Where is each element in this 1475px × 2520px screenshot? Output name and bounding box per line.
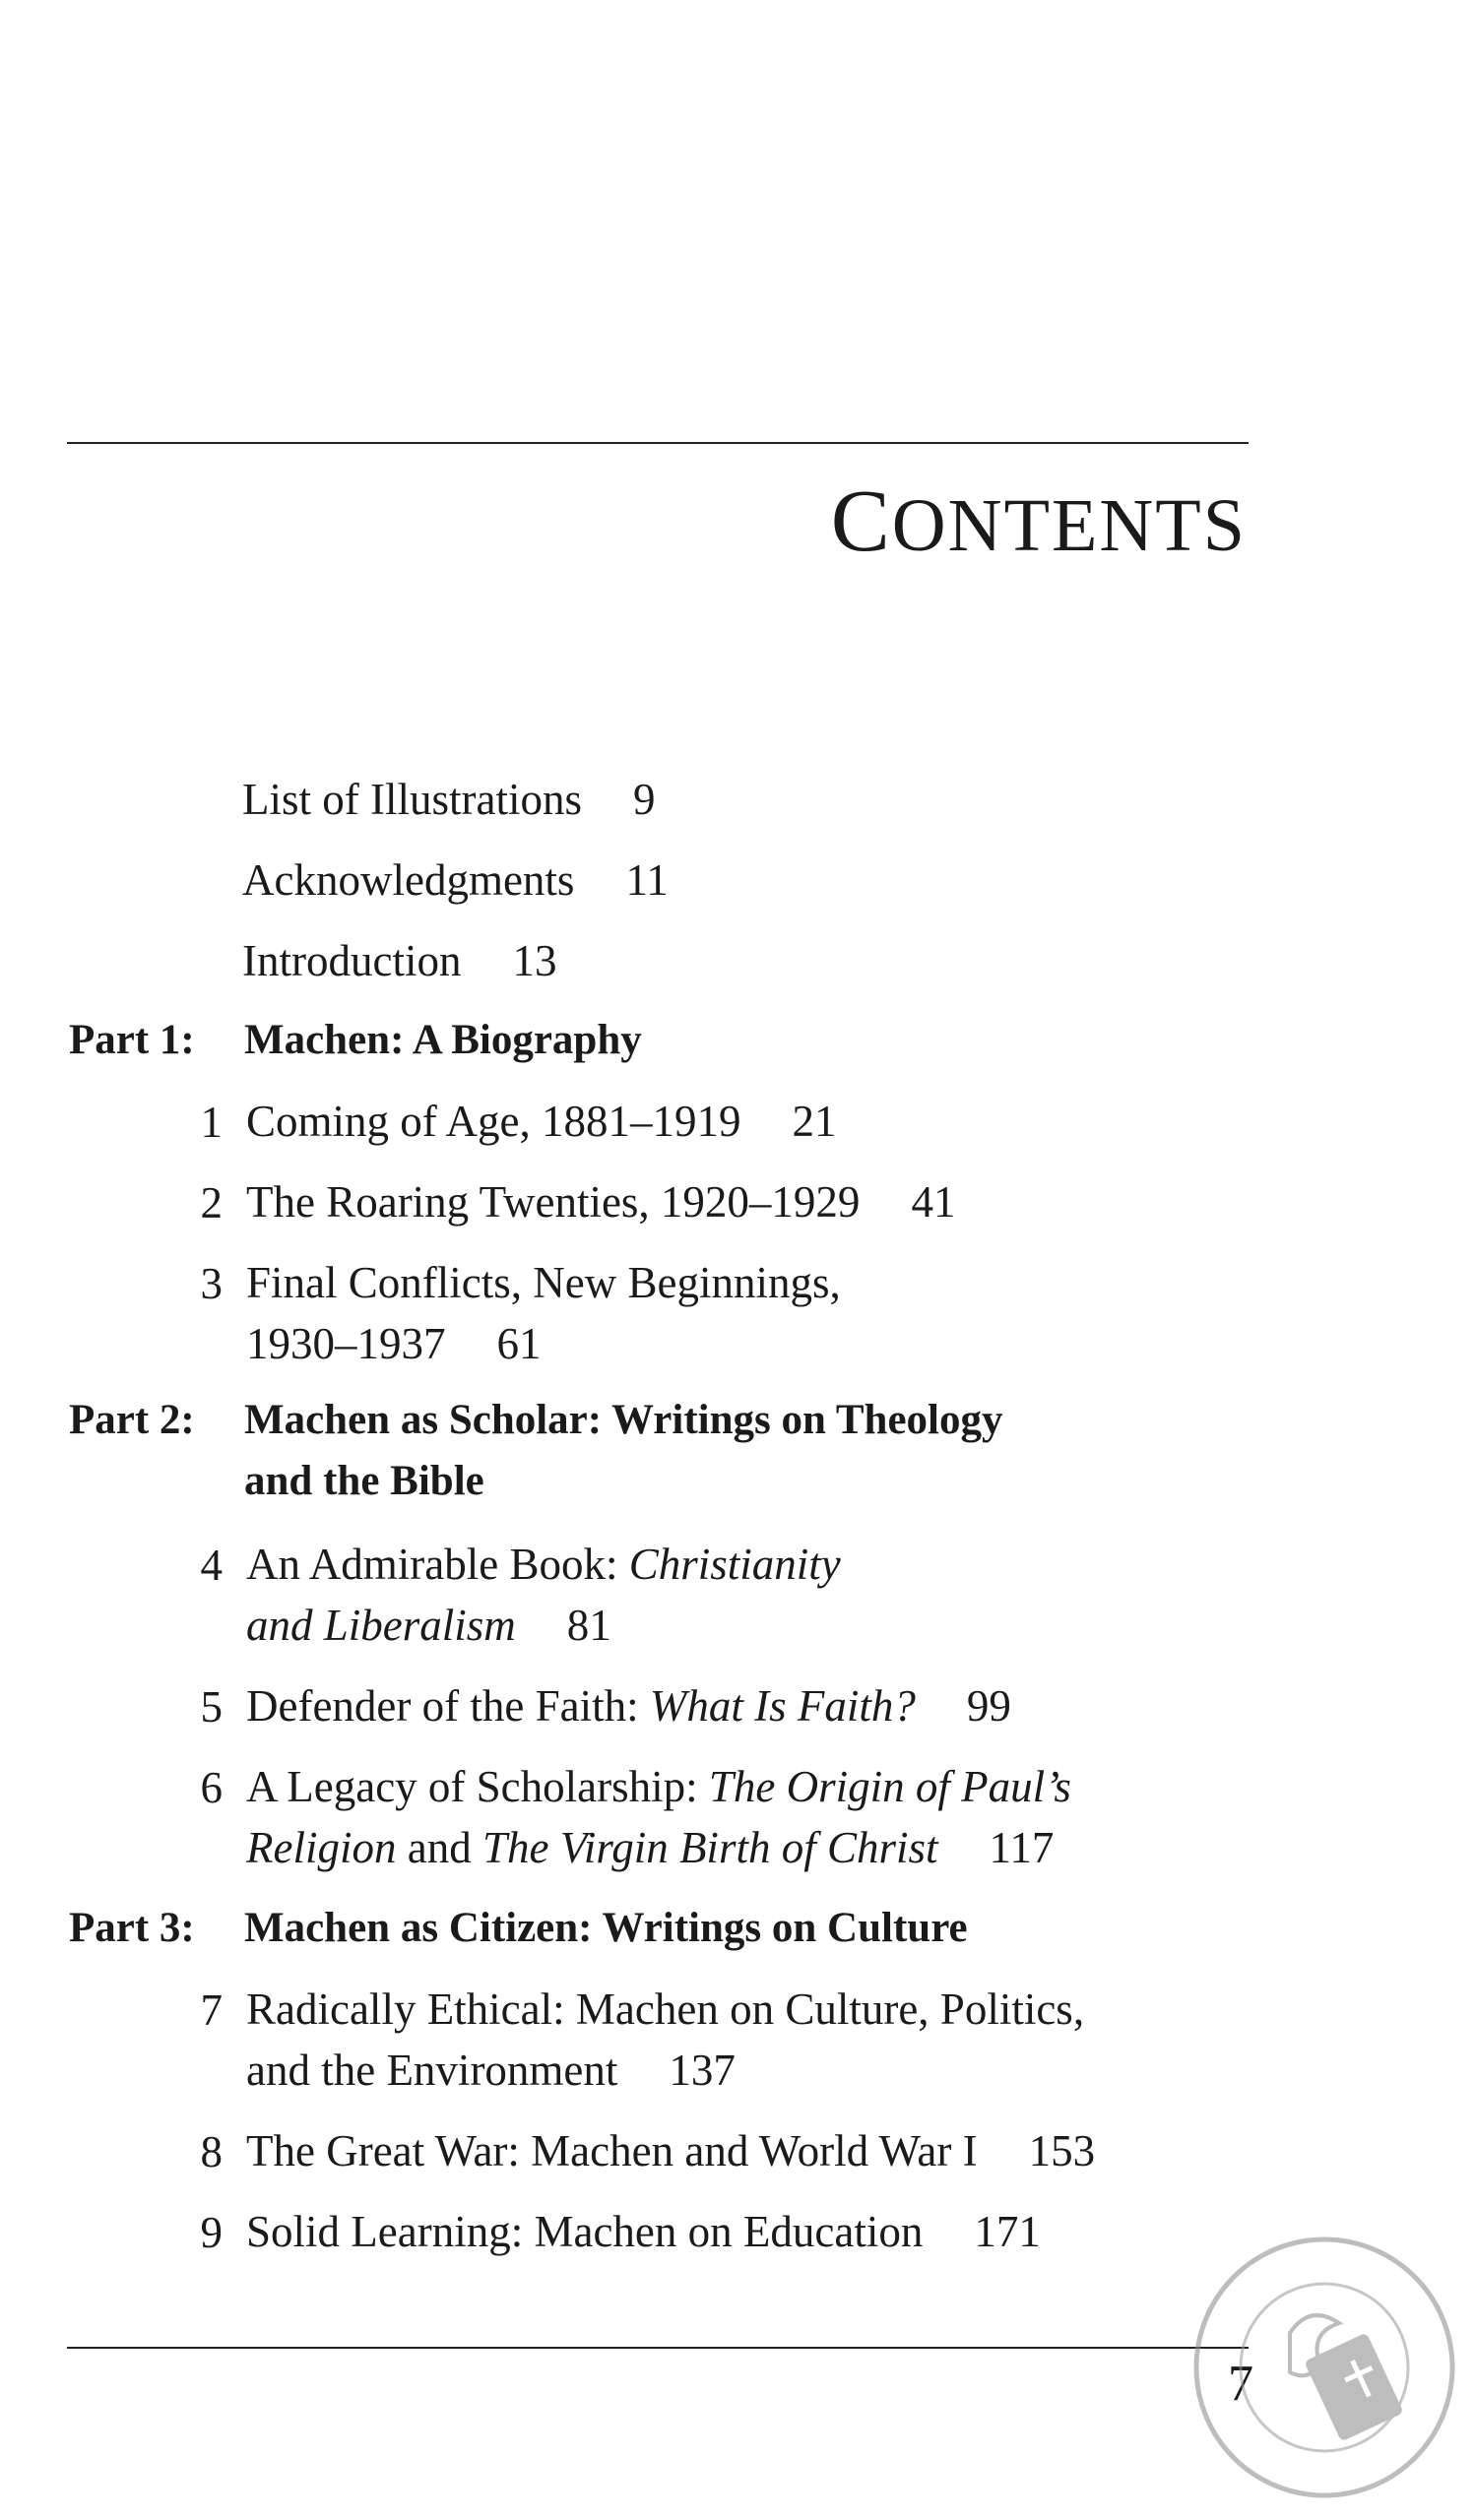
chapter-number: 9	[200, 2208, 223, 2257]
page-title: CONTENTS	[830, 472, 1247, 570]
chapter-number: 8	[200, 2127, 223, 2176]
toc-entry-label: Introduction	[242, 936, 462, 985]
toc-page-number: 61	[496, 1319, 542, 1368]
chapter-number: 7	[200, 1985, 223, 2035]
toc-entry[interactable]: An Admirable Book: Christianity and Liberalism 81	[246, 1540, 841, 1650]
part-title: Machen as Citizen: Writings on Culture	[244, 1905, 968, 1951]
bottom-rule	[67, 2347, 1249, 2349]
toc-entry[interactable]: The Great War: Machen and World War I 153	[246, 2126, 1096, 2175]
toc-entry-label: Acknowledgments	[242, 855, 575, 905]
toc-entry[interactable]: Defender of the Faith: What Is Faith? 99	[246, 1681, 1011, 1731]
toc-page-number: 11	[625, 855, 669, 905]
toc-entry[interactable]	[242, 935, 556, 986]
part-title: Machen as Scholar: Writings on Theology and the Bible	[244, 1397, 1003, 1504]
toc-entry-label: List of Illustrations	[242, 775, 582, 824]
toc-entry[interactable]: Final Conflicts, New Beginnings, 1930–1937 61	[246, 1258, 841, 1368]
toc-page-number: 21	[792, 1097, 837, 1146]
toc-page-number: 81	[566, 1601, 611, 1650]
toc-entry[interactable]: Radically Ethical: Machen on Culture, Politics, and the Environment 137	[246, 1984, 1085, 2095]
part-number: Part 2:	[69, 1397, 195, 1443]
chapter-number: 3	[200, 1259, 223, 1308]
toc-entry[interactable]: Solid Learning: Machen on Education 171	[246, 2207, 1041, 2256]
chapter-number: 2	[200, 1178, 223, 1228]
chapter-number: 6	[200, 1763, 223, 1812]
toc-entry[interactable]	[242, 774, 655, 825]
toc-page-number: 117	[989, 1823, 1055, 1872]
toc-page-number: 9	[632, 775, 656, 824]
toc-entry[interactable]: Coming of Age, 1881–1919 21	[246, 1097, 837, 1146]
toc-entry[interactable]	[242, 854, 669, 906]
toc-page-number: 171	[974, 2207, 1041, 2256]
page-number: 7	[1228, 2356, 1253, 2412]
part-number: Part 1:	[69, 1017, 195, 1063]
chapter-number: 5	[200, 1682, 223, 1732]
toc-page-number: 41	[911, 1177, 956, 1227]
part-title: Machen: A Biography	[244, 1017, 642, 1063]
toc-entry[interactable]: A Legacy of Scholarship: The Origin of Paul’s Religion and The Virgin Birth of Christ 117	[246, 1762, 1071, 1872]
toc-entry[interactable]: The Roaring Twenties, 1920–1929 41	[246, 1177, 956, 1227]
toc-page-number: 13	[512, 936, 557, 985]
chapter-number: 1	[200, 1098, 223, 1147]
top-rule	[67, 442, 1249, 444]
chapter-number: 4	[200, 1541, 223, 1590]
toc-page-number: 137	[669, 2046, 736, 2095]
part-number: Part 3:	[69, 1905, 195, 1951]
watermark-seal-icon	[1182, 2225, 1467, 2510]
toc-page-number: 99	[966, 1681, 1011, 1731]
toc-page-number: 153	[1028, 2126, 1096, 2175]
